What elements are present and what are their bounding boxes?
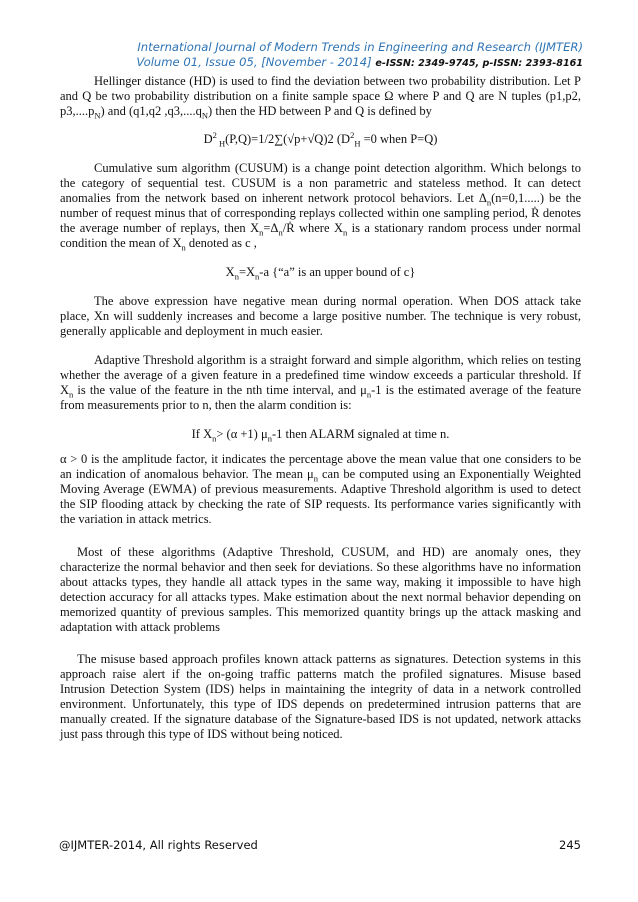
paragraph-amplitude: α > 0 is the amplitude factor, it indicates the percentage above the mean value that one considers to be an indication of anomalous behavior. The mean $\mu_n$ can be computed using an Exponentially Weighted Moving Average (EWMA) of previous measurements. Adaptive Threshold algorithm is used to detect the SIP flooding attack by checking the rate of SIP requests. Its performance varies significantly with the variation in attack metrics.: [60, 452, 581, 526]
paragraph-cusum: Cumulative sum algorithm (CUSUM) is a change point detection algorithm. Which belongs to the category of sequential test. CUSUM is a non parametric and stateless method. It can detect anomalies from the network based on inherent network protocol behaviors. Let $\Delta_n(n=0,1.....)$ be the number of request minus that of corresponding replays collected within one sampling period, Ṙ denotes the average number of replays, then $X_n=\Delta_n/Ṙ$ where $X_n$ is a stationary random process under normal condition the mean of $X_n$ denoted as c ,: [60, 161, 581, 253]
equation-alarm: If $X_n> (\alpha +1)$ $\mu_n-1$ then ALARM signaled at time n.: [191, 427, 450, 444]
article-body: [60, 74, 581, 742]
journal-volume-line: [136, 55, 583, 71]
journal-title: International Journal of Modern Trends in Engineering and Research (IJMTER): [137, 40, 583, 54]
equation-cusum: $X_n=X_n-a$ {“a” is an upper bound of c}: [225, 265, 416, 282]
journal-issn: e-ISSN: 2349-9745, p-ISSN: 2393-8161: [375, 58, 583, 69]
paragraph-hellinger: Hellinger distance (HD) is used to find the deviation between two probability distribution. Let P and Q be two probability distribution on a finite sample space Ω where P and Q are N tuples (p1,p2, $p3,....p_N$) and (q1,q2 $,q3,....q_N$) then the HD between P and Q is defined by: [60, 74, 581, 121]
journal-volume: Volume 01, Issue 05, [November - 2014]: [136, 55, 372, 69]
paragraph-anomaly: Most of these algorithms (Adaptive Threshold, CUSUM, and HD) are anomaly ones, they characterize the normal behavior and then seek for deviations. So these algorithms have no information about attacks types, they handle all attack types in the same way, making it impossible to have high detection accuracy for all attacks types. Make estimation about the next normal behavior depending on memorized quantity of previous samples. This memorized quantity brings up the attack masking and adaptation with attack problems: [60, 545, 581, 634]
paragraph-adaptive-threshold: Adaptive Threshold algorithm is a straight forward and simple algorithm, which relies on testing whether the average of a given feature in a predefined time window exceeds a particular threshold. If $X_n$ is the value of the feature in the nth time interval, and $\mu_n-1$ is the estimated average of the feature from measurements prior to n, then the alarm condition is:: [60, 353, 581, 412]
equation-hellinger: $D^2$ $_H$(P,Q)=1/2∑(√p+√Q)2 ($D^2_H =0$ when P=Q): [203, 129, 438, 149]
page-number: 245: [559, 838, 581, 852]
paragraph-misuse: The misuse based approach profiles known attack patterns as signatures. Detection systems in this approach raise alert if the on-going traffic patterns match the profiled signatures. Misuse based Intrusion Detection System (IDS) helps in maintaining the integrity of data in a network controlled environment. Unfortunately, this type of IDS depends on predetermined intrusion patterns that are manually created. If the signature database of the Signature-based IDS is not updated, network attacks just pass through this type of IDS without being noticed.: [60, 652, 581, 741]
paragraph-dos: The above expression have negative mean during normal operation. When DOS attack take place, Xn will suddenly increases and become a large positive number. The technique is very robust, generally applicable and deployment in much easier.: [60, 294, 581, 338]
journal-header: [136, 40, 583, 71]
copyright-text: @IJMTER-2014, All rights Reserved: [59, 838, 258, 852]
